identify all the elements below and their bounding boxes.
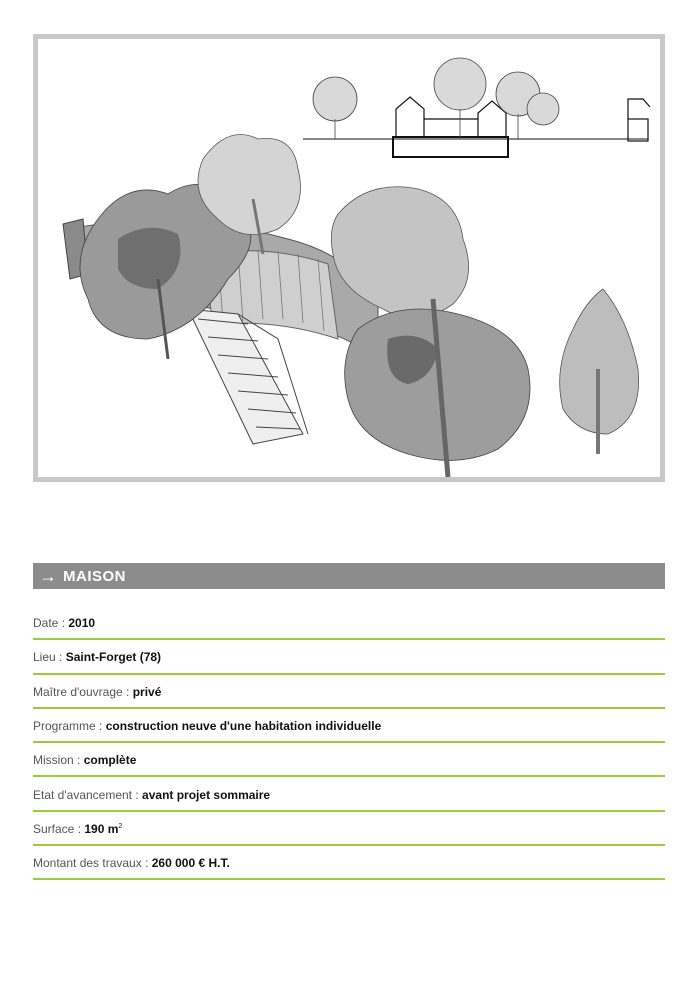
detail-label: Date [33, 616, 59, 631]
detail-value: avant projet sommaire [142, 787, 271, 802]
detail-label: Etat d'avancement [33, 787, 133, 802]
detail-row-mission [33, 743, 665, 777]
detail-row-location [33, 640, 665, 674]
detail-label: Maître d'ouvrage [33, 684, 123, 699]
architectural-drawing [38, 39, 660, 477]
detail-label: Lieu [33, 650, 56, 665]
detail-separator: : [122, 684, 133, 699]
detail-separator: : [132, 787, 143, 802]
detail-label: Surface [33, 821, 75, 836]
detail-value: 2010 [68, 616, 96, 631]
detail-label: Mission [33, 753, 74, 768]
detail-value: privé [132, 684, 162, 699]
detail-value: complète [83, 753, 137, 768]
detail-separator: : [55, 650, 66, 665]
surface-unit-exponent: 2 [118, 822, 123, 830]
detail-separator: : [73, 753, 84, 768]
tree-right [560, 289, 639, 454]
detail-value: 260 000 € H.T. [151, 856, 230, 871]
detail-row-programme [33, 709, 665, 743]
detail-separator: : [74, 821, 85, 836]
detail-row-client [33, 675, 665, 709]
right-arrow-icon: → [39, 566, 57, 586]
detail-row-status [33, 777, 665, 811]
detail-separator: : [95, 719, 106, 734]
detail-label: Programme [33, 719, 96, 734]
detail-row-surface [33, 812, 665, 846]
detail-separator: : [141, 856, 152, 871]
detail-value: construction neuve d'une habitation individuelle [105, 719, 382, 734]
section-header-bar [33, 563, 665, 589]
detail-row-date [33, 606, 665, 640]
surface-value: 190 m [84, 821, 119, 836]
detail-value [84, 822, 122, 836]
detail-separator: : [58, 616, 69, 631]
project-details-list [33, 606, 665, 880]
section-trees [313, 58, 559, 139]
detail-label: Montant des travaux [33, 856, 142, 871]
detail-value: Saint-Forget (78) [65, 650, 162, 665]
project-illustration [33, 34, 665, 482]
tree-center-large [331, 187, 530, 477]
detail-row-budget [33, 846, 665, 880]
section-title: MAISON [63, 567, 126, 585]
